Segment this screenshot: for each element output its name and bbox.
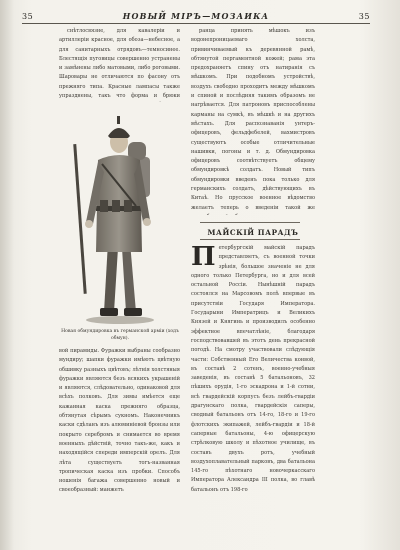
binding-shadow xyxy=(0,0,14,550)
section-body xyxy=(191,244,315,536)
section-body-text: етербургскій майскій парадъ представляетъ, съ военной точки зрѣнія, большое значеніе не для одного только Петербурга, но и для всей остальной Россіи. Нынѣшній парадъ состоялся на Марсовомъ полѣ впервые въ присутствіи Государя Императора. Государыни Императрицъ и Великихъ Князей и Княгинь и производилъ особенно эффектное впечатлѣніе, благодаря господствовавшей въ этотъ день прекрасной погодѣ. На смотру участвовали слѣдующія части: Собственный Его Величества конвой, въ составѣ 2 сотенъ, военно-учебныя заведенія, въ составѣ 5 батальоновъ, 32 пѣшихъ орудія, 1-го эскадрона и 1-й сотни, всѣ гвардейскій корпусъ безъ лейбъ-гвардіи драгунскаго полка, гвардейскія саперы, сводный батальонъ отъ 14-го, 18-го и 19-го флотскихъ экипажей, лейбъ-гвардіи и 18-й саперные батальоны, 4-ю офицерскую стрѣлковую школу и пѣхотное училище, въ составъ двухъ ротъ, учебный воздухоплавательный парковъ, два батальона 145-го пѣхотнаго новочеркасскаго Императора Александра III полка, во главѣ батальонъ отъ 198-го xyxy=(191,245,315,493)
figure-caption: Новая обмундировка въ германской арміи (ходъ обмун). xyxy=(61,329,179,341)
page-number-right: 35 xyxy=(358,11,370,21)
section-body-paragraph xyxy=(191,244,315,495)
soldier-figure xyxy=(62,102,178,330)
page-number-left: 35 xyxy=(22,11,34,21)
drop-cap: П xyxy=(191,244,216,272)
left-column-bottom-text: вой пирамиды. Фуражки выбраны сообразно мундиру; шапки фуражки имѣютъ цвѣтную обшивку разныхъ цвѣтовъ; лѣтнія холстяныя фуражки являются безъ всякихъ украшеній и являются, слѣдовательно, одинаковой для всѣхъ полковъ. Для зимы имѣется еще кажанная каска прежняго образца, обтянутая сѣрымъ сукномъ. Наконечникъ каски сдѣланъ изъ алюминіевой бронзы или покрыто серебромъ и снимается во время военныхъ дѣйствій, точно такъ-же, какъ и находящійся спереди имперскій орелъ. Для лѣта существуетъ тогъ-названная тропическая каска изъ пробки. Способъ ношенія багажа совершенно новый и своеобразный: манжетъ xyxy=(59,348,180,494)
left-column-top xyxy=(59,27,180,102)
running-header xyxy=(22,9,370,24)
soldier-illustration-icon xyxy=(62,102,178,330)
right-column-top xyxy=(191,27,315,215)
journal-title: НОВЫЙ МІРЪ—МОЗАИКА xyxy=(122,11,270,21)
section-rule-top xyxy=(200,222,300,223)
right-column-top-text: ранца принять мѣшокъ изъ водонепроницаемаго холста, привинчиваемый къ деревянной рамѣ, обтянутой пергаментной кожей; рама эта предохраняетъ спину отъ натиранія съ мѣшкомъ. При подобномъ устройствѣ, воздухъ свободно проходитъ между мѣшкомъ и спиной и послѣдняя такимъ образомъ не нагрѣвается. Для патроновъ приспособлены карманы на сумкѣ, въ мѣшкѣ и на другихъ мѣстахъ. Для распознаванія унтеръ-офицеровъ, фельдфебелей, вахмистровъ существуютъ особые отличительные нашивки, погоны и т. д. Обмундировка офицеровъ соотвѣтствуетъ общему обмундировкѣ солдатъ. Новый типъ обмундировки введенъ пока только для германскихъ солдатъ, дѣйствующихъ въ Китаѣ. Но прусское военное вѣдомство желаетъ теперь о введеніи такой же xyxy=(191,28,315,211)
section-rule-bottom xyxy=(200,239,300,240)
left-column-top-text: снѣтлосвязне, для кавалеріи и артиллеріи красное, для обоза—небесное, а для санитарныхъ отрядовъ—темносинее. Блестящія пуговицы совершенно устранены и замѣнены либо матовыми, либо роговыми. Шаровары не отличаются по фасону отъ прежняго типа. Красные лампасы также упразднены, такъ что форма и брюки xyxy=(59,28,180,100)
section-title: МАЙСКІЙ ПАРАДЪ xyxy=(207,228,299,237)
left-column-bottom xyxy=(59,347,180,537)
